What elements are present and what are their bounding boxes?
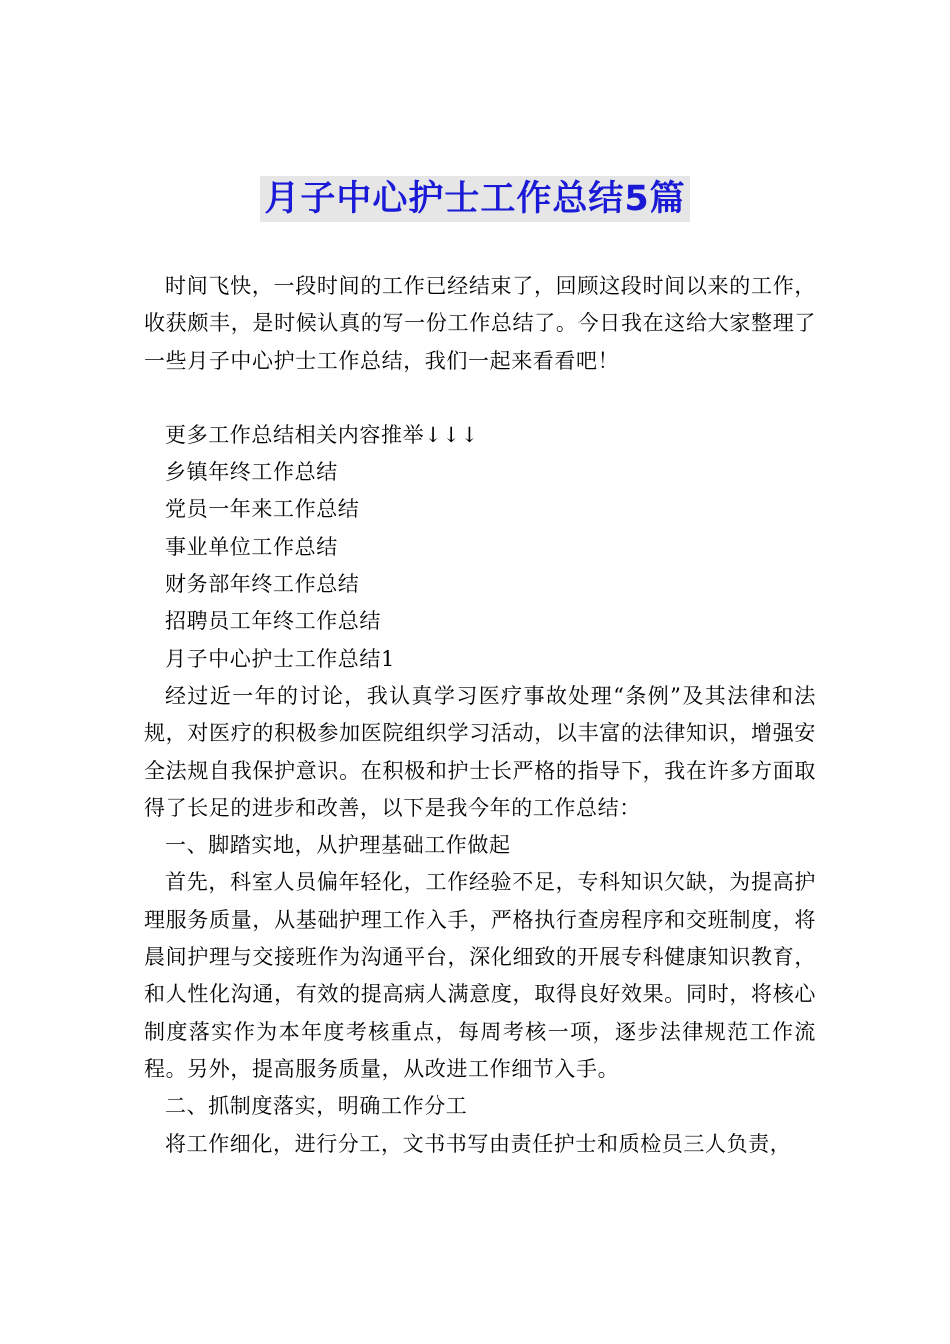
document-title: 月子中心护士工作总结5篇 [260,176,689,222]
more-heading: 更多工作总结相关内容推举↓↓↓ [165,422,479,447]
body-paragraph-3: 将工作细化，进行分工，文书书写由责任护士和质检员三人负责， [165,1131,792,1156]
section-heading-1: 一、脚踏实地，从护理基础工作做起 [165,833,511,858]
document-body [144,268,816,1163]
blank-line [144,380,816,417]
body-paragraph-1: 经过近一年的讨论，我认真学习医疗事故处理“条例”及其法律和法规，对医疗的积极参加医院组织学习活动，以丰富的法律知识，增强安全法规自我保护意识。在积极和护士长严格的指导下，我在许多方面取得了长足的进步和改善，以下是我今年的工作总结： [144,683,816,820]
related-link[interactable]: 党员一年来工作总结 [165,497,360,522]
related-link[interactable]: 事业单位工作总结 [165,534,338,559]
section-title: 月子中心护士工作总结1 [165,646,395,671]
section-heading-2: 二、抓制度落实，明确工作分工 [165,1094,468,1119]
title-container [0,176,950,222]
related-link[interactable]: 招聘员工年终工作总结 [165,609,381,634]
related-link[interactable]: 乡镇年终工作总结 [165,460,338,485]
related-link[interactable]: 财务部年终工作总结 [165,572,360,597]
body-paragraph-2: 首先，科室人员偏年轻化，工作经验不足，专科知识欠缺，为提高护理服务质量，从基础护理工作入手，严格执行查房程序和交班制度，将晨间护理与交接班作为沟通平台，深化细致的开展专科健康知识教育，和人性化沟通，有效的提高病人满意度，取得良好效果。同时，将核心制度落实作为本年度考核重点，每周考核一项，逐步法律规范工作流程。另外，提高服务质量，从改进工作细节入手。 [144,870,816,1081]
intro-paragraph: 时间飞快，一段时间的工作已经结束了，回顾这段时间以来的工作，收获颇丰，是时候认真的写一份工作总结了。今日我在这给大家整理了一些月子中心护士工作总结，我们一起来看看吧！ [144,274,816,373]
